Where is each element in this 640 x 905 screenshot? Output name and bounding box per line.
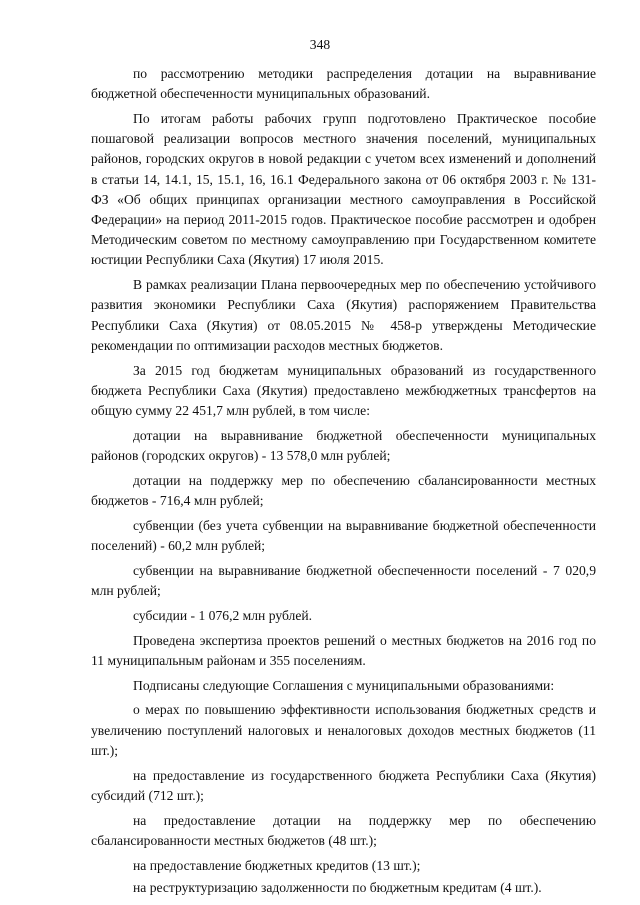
list-item-balance-subsidy: дотации на поддержку мер по обеспечению сбалансированности местных бюджетов - 716,4 млн рублей; [91, 472, 596, 509]
list-item-equalization-subsidy: дотации на выравнивание бюджетной обеспеченности муниципальных районов (городских округов) - 13 578,0 млн рублей; [91, 427, 596, 464]
paragraph-agreements-intro: Подписаны следующие Соглашения с муниципальными образованиями: [133, 677, 555, 693]
list-item-agreement-efficiency: о мерах по повышению эффективности использования бюджетных средств и увеличению поступлений налоговых и неналоговых доходов местных бюджетов (11 шт.); [91, 702, 596, 758]
page-number: 348 [309, 37, 331, 52]
paragraph-transfers-total: За 2015 год бюджетам муниципальных образований из государственного бюджета Республики Саха (Якутия) предоставлено межбюджетных трансфертов на общую сумму 22 451,7 млн рублей, в том числе: [91, 362, 596, 419]
list-item-agreement-subsidies: на предоставление из государственного бюджета Республики Саха (Якутия) субсидий (712 шт.); [91, 767, 596, 803]
list-item-agreement-debt-restructuring: на реструктуризацию задолженности по бюджетным кредитам (4 шт.). [133, 880, 542, 896]
body-text [91, 64, 596, 901]
list-item-agreement-balance-subsidy: на предоставление дотации на поддержку мер по обеспечению сбалансированности местных бюджетов (48 шт.); [91, 812, 596, 848]
list-item-settlement-subventions: субвенции на выравнивание бюджетной обеспеченности поселений - 7 020,9 млн рублей; [91, 562, 596, 599]
paragraph-practical-guide: По итогам работы рабочих групп подготовлено Практическое пособие пошаговой реализации вопросов местного значения поселений, муниципальных районов, городских округов в новой редакции с учетом всех изменений и дополнений в статьи 14, 14.1, 15, 15.1, 16, 16.1 Федерального закона от 06 октября 2003 г. № 131-ФЗ «Об общих принципах организации местного самоуправления в Российской Федерации» на период 2011-2015 годов. Практическое пособие рассмотрен и одобрен Методическим советом по местному самоуправлению при Государственном комитете юстиции Республики Саха (Якутия) 17 июля 2015. [91, 111, 596, 268]
paragraph-priority-measures: В рамках реализации Плана первоочередных мер по обеспечению устойчивого развития экономики Республики Саха (Якутия) распоряжением Правительства Республики Саха (Якутия) от 08.05.2015 № 458-р утверждены Методические рекомендации по оптимизации расходов местных бюджетов. [91, 277, 596, 353]
list-item-subsidies: субсидии - 1 076,2 млн рублей. [133, 607, 313, 623]
list-item-subventions: субвенции (без учета субвенции на выравнивание бюджетной обеспеченности поселений) - 60,2 млн рублей; [91, 517, 596, 554]
paragraph-methodology-review: по рассмотрению методики распределения дотации на выравнивание бюджетной обеспеченности муниципальных образований. [91, 66, 596, 102]
paragraph-budget-review: Проведена экспертиза проектов решений о местных бюджетов на 2016 год по 11 муниципальным районам и 355 поселениям. [91, 632, 596, 668]
list-item-agreement-budget-credits: на предоставление бюджетных кредитов (13 шт.); [133, 857, 421, 873]
